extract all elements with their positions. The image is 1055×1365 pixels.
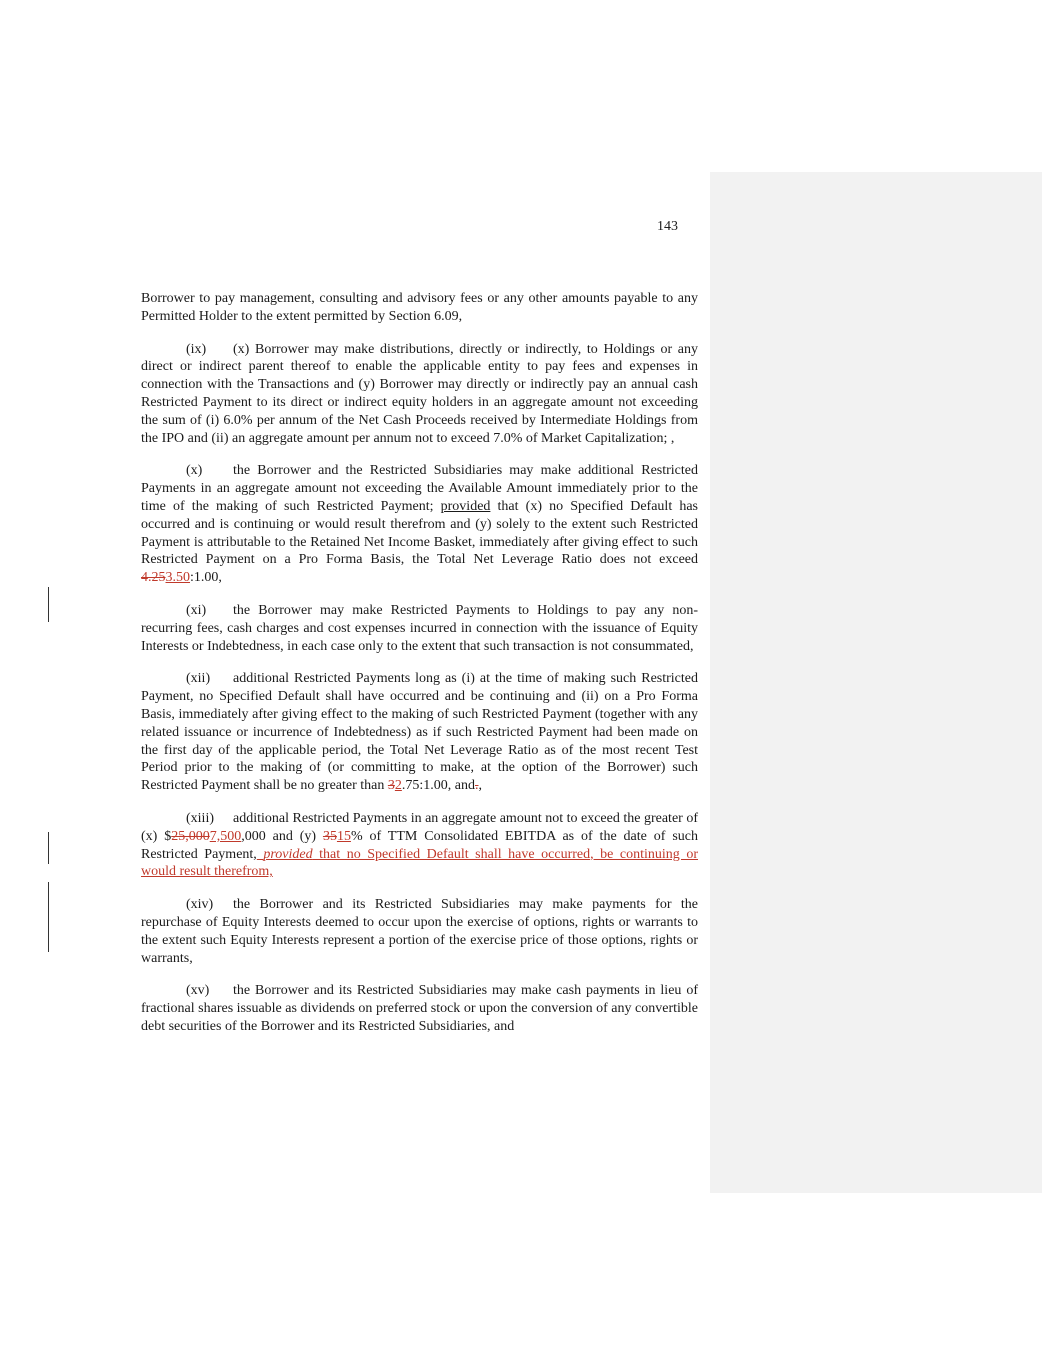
clause-number: (xiii) <box>186 810 214 826</box>
clause-text: ,000 and (y) <box>241 828 323 844</box>
clause-number: (ix) <box>186 341 207 357</box>
inserted-provided-term: provided <box>263 846 313 862</box>
clause-text: :1.00, <box>190 570 222 586</box>
clause-text: (x) Borrower may make distributions, directly or indirectly, to Holdings or any direct or indirect parent thereof to enable the applicable entity to pay fees and expenses in connection with the Transactions and (y) Borrower may directly or indirectly pay an annual cash Restricted Payment to its direct or indirect equity holders in an aggregate amount not exceeding the sum of (i) 6.0% per annum of the Net Cash Proceeds received by Intermediate Holdings from the IPO and (ii) an aggregate amount per annum not to exceed 7.0% of Market Capitalization; , <box>141 341 698 446</box>
clause-text: .75:1.00, and <box>401 778 475 794</box>
inserted-text: 15 <box>336 828 351 844</box>
clause-text: additional Restricted Payments in an aggregate amount not to exceed the greater of (x) $ <box>141 810 698 844</box>
clause-x <box>141 462 698 587</box>
deleted-text: 3 <box>387 778 395 794</box>
clause-xiii <box>141 810 698 881</box>
clause-xv <box>141 982 698 1035</box>
clause-number: (xiv) <box>186 897 214 913</box>
change-bar <box>48 882 49 952</box>
clause-number: (xi) <box>186 602 207 618</box>
deleted-text: 4.25 <box>141 570 166 586</box>
inserted-text: 2 <box>394 778 402 794</box>
inserted-text: 3.50 <box>165 570 190 586</box>
paragraph-continuation <box>141 290 698 326</box>
clause-text: additional Restricted Payments long as (i) at the time of making such Restricted Payment, no Specified Default shall have occurred and be continuing and (ii) on a Pro Forma Basis, immediately after giving effect to the making of such Restricted Payment (together with any related issuance or incurrence of Indebtedness) as if such Restricted Payment had been made on the first day of the applicable period, the Total Net Leverage Ratio as of the most recent Test Period prior to the making of (or committing to make, at the option of the Borrower) such Restricted Payment shall be no greater than <box>141 671 698 794</box>
deleted-text: 35 <box>322 828 337 844</box>
deleted-text: . <box>474 778 479 794</box>
clause-text: the Borrower and its Restricted Subsidiaries may make payments for the repurchase of Equity Interests deemed to occur upon the exercise of options, rights or warrants to the extent such Equity Interests represent a portion of the exercise price of those options, rights or warrants, <box>141 897 698 966</box>
document-body <box>141 290 698 1051</box>
clause-number: (xii) <box>186 671 211 687</box>
page-number: 143 <box>657 219 678 234</box>
inserted-text: 7,500 <box>209 828 242 844</box>
clause-xii <box>141 670 698 795</box>
change-bar <box>48 587 49 622</box>
clause-text: that (x) no Specified Default has occurred and is continuing or would result therefrom and (y) solely to the extent such Restricted Payment is attributable to the Retained Net Income Basket, immediately after giving effect to such Restricted Payment on a Pro Forma Basis, the Total Net Leverage Ratio does not exceed <box>141 498 699 568</box>
deleted-text: 25,000 <box>171 828 210 844</box>
clause-text: % of TTM Consolidated EBITDA as of the date of such Restricted Payment, <box>141 828 698 862</box>
clause-text: the Borrower and its Restricted Subsidiaries may make cash payments in lieu of fractional shares issuable as dividends on preferred stock or upon the conversion of any convertible debt securities of the Borrower and its Restricted Subsidiaries, and <box>141 983 698 1034</box>
clause-number: (xv) <box>186 983 210 999</box>
change-bar <box>48 832 49 864</box>
clause-text: , <box>478 778 482 794</box>
clause-xiv <box>141 896 698 967</box>
paragraph-text: Borrower to pay management, consulting and advisory fees or any other amounts payable to any Permitted Holder to the extent permitted by Section 6.09, <box>141 291 698 324</box>
clause-text: the Borrower may make Restricted Payments to Holdings to pay any non-recurring fees, cash charges and cost expenses incurred in connection with the issuance of Equity Interests or Indebtedness, in each case only to the extent that such transaction is not consummated, <box>141 602 698 654</box>
clause-text: the Borrower and the Restricted Subsidiaries may make additional Restricted Payments in an aggregate amount not exceeding the Available Amount immediately prior to the time of the making of such Restricted Payment; <box>141 463 698 514</box>
inserted-text: that no Specified Default shall have occurred, be continuing or would result therefrom, <box>141 846 699 880</box>
comment-pane <box>710 172 1042 1193</box>
clause-ix <box>141 341 698 448</box>
clause-number: (x) <box>186 463 203 479</box>
provided-term: provided <box>440 498 491 514</box>
clause-xi <box>141 602 698 655</box>
